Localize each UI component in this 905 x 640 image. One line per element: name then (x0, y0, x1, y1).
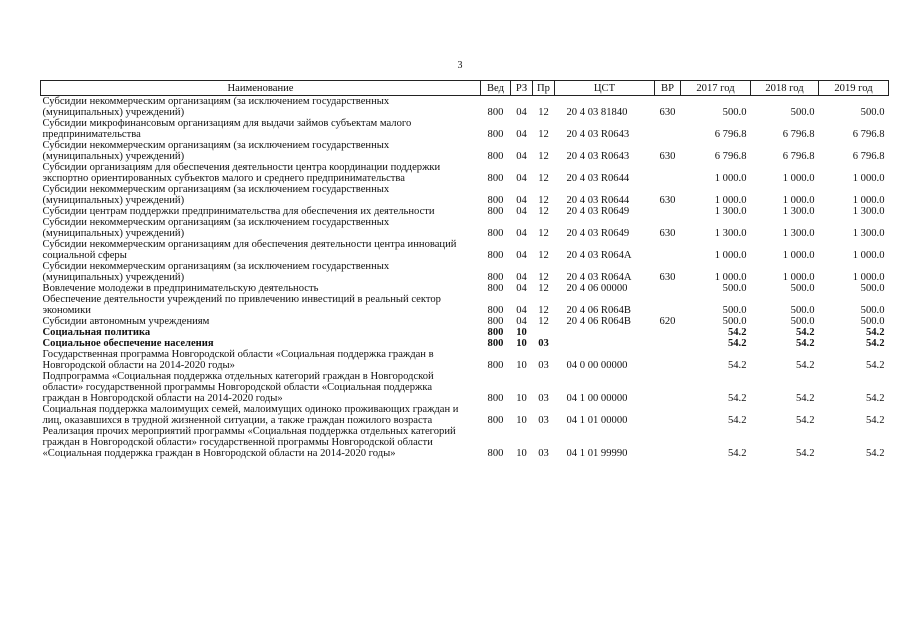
cell-2017: 1 300.0 (714, 206, 747, 217)
cell-pr: 12 (538, 305, 549, 316)
table-row (41, 140, 889, 162)
table-row (41, 294, 889, 316)
cell-vr: 630 (659, 107, 676, 118)
cell-pr: 12 (538, 316, 549, 327)
cell-rz: 04 (516, 305, 527, 316)
cell-2019: 1 000.0 (852, 250, 885, 261)
cell-pr: 12 (538, 228, 549, 239)
table-body (41, 96, 889, 460)
cell-vr: 630 (659, 272, 676, 283)
cell-rz: 04 (516, 206, 527, 217)
cell-ved: 800 (487, 338, 504, 349)
cell-2019: 6 796.8 (852, 151, 885, 162)
cell-2018: 1 000.0 (782, 272, 815, 283)
cell-2018: 54.2 (795, 327, 815, 338)
header-2017: 2017 год (681, 81, 751, 96)
cell-ved: 800 (487, 415, 504, 426)
cell-name: Субсидии центрам поддержки предпринимательства для обеспечения их деятельности (42, 206, 435, 217)
cell-2017: 54.2 (727, 415, 747, 426)
cell-2018: 54.2 (795, 393, 815, 404)
cell-vr (655, 349, 681, 371)
cell-cst: 20 4 06 00000 (566, 283, 628, 294)
cell-pr: 12 (538, 195, 549, 206)
cell-name: Подпрограмма «Социальная поддержка отдельных категорий граждан в Новгородской области» государственной программы Новгородской области «Социальная поддержка граждан в Новгородской области на 2014-2020 годы» (42, 371, 434, 404)
cell-2019: 54.2 (865, 327, 885, 338)
table-row (41, 217, 889, 239)
cell-2017: 6 796.8 (714, 151, 747, 162)
cell-ved: 800 (487, 360, 504, 371)
header-ved: Вед (481, 81, 511, 96)
cell-vr (655, 327, 681, 338)
cell-pr: 03 (538, 360, 549, 371)
cell-2017: 6 796.8 (714, 129, 747, 140)
cell-cst: 20 4 03 R0644 (566, 173, 630, 184)
cell-2017: 54.2 (727, 360, 747, 371)
cell-pr: 12 (538, 107, 549, 118)
cell-name: Субсидии некоммерческим организациям (за исключением государственных (муниципальных) учреждений) (42, 96, 390, 118)
cell-pr: 12 (538, 272, 549, 283)
cell-ved: 800 (487, 272, 504, 283)
cell-2019: 6 796.8 (852, 129, 885, 140)
cell-2017: 1 000.0 (714, 173, 747, 184)
cell-vr: 620 (659, 316, 676, 327)
cell-vr (655, 404, 681, 426)
cell-2019: 500.0 (860, 107, 885, 118)
table-header-row (41, 81, 889, 96)
cell-vr (655, 239, 681, 261)
header-2018: 2018 год (751, 81, 819, 96)
cell-2019: 54.2 (865, 338, 885, 349)
cell-2017: 54.2 (727, 338, 747, 349)
cell-ved: 800 (487, 250, 504, 261)
cell-2018: 1 300.0 (782, 228, 815, 239)
cell-2018: 54.2 (795, 415, 815, 426)
cell-pr: 03 (538, 415, 549, 426)
table-row (41, 404, 889, 426)
cell-pr: 03 (538, 448, 549, 459)
cell-cst: 20 4 06 R064B (566, 305, 631, 316)
cell-2018: 6 796.8 (782, 129, 815, 140)
cell-2018: 500.0 (790, 316, 815, 327)
header-cst: ЦСТ (555, 81, 655, 96)
cell-2019: 1 000.0 (852, 272, 885, 283)
cell-vr (655, 426, 681, 459)
cell-rz: 04 (516, 151, 527, 162)
budget-table (40, 80, 889, 459)
cell-cst: 04 1 00 00000 (566, 393, 628, 404)
cell-ved: 800 (487, 448, 504, 459)
table-row (41, 327, 889, 338)
cell-name: Субсидии автономным учреждениям (42, 316, 210, 327)
cell-rz: 04 (516, 283, 527, 294)
cell-pr (533, 327, 555, 338)
cell-name: Вовлечение молодежи в предпринимательскую деятельность (42, 283, 319, 294)
cell-ved: 800 (487, 107, 504, 118)
cell-2017: 54.2 (727, 327, 747, 338)
cell-rz: 10 (516, 448, 527, 459)
cell-name: Субсидии некоммерческим организациям для обеспечения деятельности центра инноваций социальной сферы (42, 239, 457, 261)
cell-2018: 500.0 (790, 305, 815, 316)
cell-rz: 04 (516, 228, 527, 239)
cell-name: Субсидии некоммерческим организациям (за исключением государственных (муниципальных) учреждений) (42, 140, 390, 162)
cell-pr: 12 (538, 129, 549, 140)
header-vr: ВР (655, 81, 681, 96)
cell-vr: 630 (659, 151, 676, 162)
cell-pr: 03 (538, 338, 549, 349)
cell-2017: 1 000.0 (714, 272, 747, 283)
cell-name: Социальное обеспечение населения (42, 338, 214, 349)
cell-rz: 04 (516, 316, 527, 327)
cell-rz: 10 (516, 338, 527, 349)
cell-rz: 04 (516, 195, 527, 206)
cell-2018: 54.2 (795, 448, 815, 459)
cell-ved: 800 (487, 195, 504, 206)
cell-rz: 04 (516, 107, 527, 118)
cell-ved: 800 (487, 206, 504, 217)
cell-pr: 12 (538, 250, 549, 261)
cell-2019: 1 300.0 (852, 228, 885, 239)
cell-2018: 1 000.0 (782, 250, 815, 261)
cell-cst (555, 338, 655, 349)
cell-vr: 630 (659, 195, 676, 206)
cell-name: Субсидии некоммерческим организациям (за исключением государственных (муниципальных) учреждений) (42, 184, 390, 206)
table-row (41, 338, 889, 349)
cell-2017: 1 300.0 (714, 228, 747, 239)
cell-vr (655, 206, 681, 217)
cell-name: Субсидии организациям для обеспечения деятельности центра координации поддержки экспортно ориентированных субъектов малого и среднего предпринимательства (42, 162, 441, 184)
cell-2018: 1 000.0 (782, 195, 815, 206)
cell-2019: 500.0 (860, 283, 885, 294)
cell-2019: 500.0 (860, 305, 885, 316)
cell-rz: 10 (516, 393, 527, 404)
cell-2019: 1 300.0 (852, 206, 885, 217)
cell-pr: 12 (538, 151, 549, 162)
cell-rz: 04 (516, 173, 527, 184)
cell-ved: 800 (487, 283, 504, 294)
table-row (41, 206, 889, 217)
cell-cst: 20 4 03 R064A (566, 250, 632, 261)
cell-vr (655, 283, 681, 294)
cell-2018: 6 796.8 (782, 151, 815, 162)
cell-name: Субсидии некоммерческим организациям (за исключением государственных (муниципальных) учреждений) (42, 261, 390, 283)
table-row (41, 349, 889, 371)
header-pr: Пр (533, 81, 555, 96)
cell-cst: 20 4 03 R0649 (566, 228, 630, 239)
header-name: Наименование (41, 81, 481, 96)
table-row (41, 316, 889, 327)
cell-ved: 800 (487, 151, 504, 162)
table-row (41, 118, 889, 140)
cell-2017: 1 000.0 (714, 250, 747, 261)
cell-pr: 12 (538, 283, 549, 294)
cell-2017: 1 000.0 (714, 195, 747, 206)
cell-cst: 20 4 03 81840 (566, 107, 628, 118)
table-row (41, 184, 889, 206)
cell-2018: 500.0 (790, 107, 815, 118)
cell-2019: 1 000.0 (852, 173, 885, 184)
cell-ved: 800 (487, 393, 504, 404)
cell-pr: 12 (538, 173, 549, 184)
cell-vr (655, 294, 681, 316)
table-row (41, 261, 889, 283)
cell-cst: 04 1 01 00000 (566, 415, 628, 426)
cell-cst (555, 327, 655, 338)
cell-name: Обеспечение деятельности учреждений по привлечению инвестиций в реальный сектор экономики (42, 294, 441, 316)
cell-vr (655, 162, 681, 184)
cell-2018: 54.2 (795, 338, 815, 349)
cell-name: Реализация прочих мероприятий программы «Социальная поддержка отдельных категорий граждан в Новгородской области» государственной программы Новгородской области «Социальная поддержка граждан в Новгородской области на 2014-2020 годы» (42, 426, 456, 459)
cell-vr (655, 371, 681, 404)
cell-2019: 500.0 (860, 316, 885, 327)
cell-cst: 20 4 03 R0643 (566, 151, 630, 162)
cell-cst: 04 1 01 99990 (566, 448, 628, 459)
cell-rz: 04 (516, 129, 527, 140)
table-row (41, 96, 889, 119)
cell-cst: 20 4 06 R064B (566, 316, 631, 327)
cell-rz: 10 (516, 360, 527, 371)
cell-2018: 1 300.0 (782, 206, 815, 217)
cell-pr: 12 (538, 206, 549, 217)
table-row (41, 283, 889, 294)
cell-ved: 800 (487, 327, 504, 338)
cell-ved: 800 (487, 129, 504, 140)
table-row (41, 371, 889, 404)
table-row (41, 239, 889, 261)
table-row (41, 162, 889, 184)
cell-2017: 500.0 (722, 316, 747, 327)
cell-2019: 54.2 (865, 448, 885, 459)
cell-2017: 500.0 (722, 305, 747, 316)
cell-name: Субсидии некоммерческим организациям (за исключением государственных (муниципальных) учреждений) (42, 217, 390, 239)
cell-vr: 630 (659, 228, 676, 239)
cell-cst: 20 4 03 R0643 (566, 129, 630, 140)
cell-2018: 1 000.0 (782, 173, 815, 184)
cell-2019: 54.2 (865, 393, 885, 404)
cell-rz: 04 (516, 250, 527, 261)
cell-2018: 500.0 (790, 283, 815, 294)
cell-ved: 800 (487, 316, 504, 327)
cell-2019: 54.2 (865, 415, 885, 426)
cell-2018: 54.2 (795, 360, 815, 371)
cell-2019: 1 000.0 (852, 195, 885, 206)
table-row (41, 426, 889, 459)
header-rz: РЗ (511, 81, 533, 96)
cell-cst: 04 0 00 00000 (566, 360, 628, 371)
cell-vr (655, 338, 681, 349)
cell-name: Государственная программа Новгородской области «Социальная поддержка граждан в Новгородской области на 2014-2020 годы» (42, 349, 434, 371)
cell-cst: 20 4 03 R0644 (566, 195, 630, 206)
header-2019: 2019 год (819, 81, 889, 96)
cell-cst: 20 4 03 R064A (566, 272, 632, 283)
cell-name: Социальная политика (42, 327, 151, 338)
cell-ved: 800 (487, 228, 504, 239)
cell-rz: 10 (516, 415, 527, 426)
cell-ved: 800 (487, 173, 504, 184)
page-number: 3 (457, 60, 463, 71)
cell-2017: 54.2 (727, 448, 747, 459)
cell-vr (655, 118, 681, 140)
cell-ved: 800 (487, 305, 504, 316)
cell-name: Социальная поддержка малоимущих семей, малоимущих одиноко проживающих граждан и лиц, оказавшихся в трудной жизненной ситуации, а также граждан пожилого возраста (42, 404, 459, 426)
cell-rz: 04 (516, 272, 527, 283)
cell-2017: 500.0 (722, 107, 747, 118)
cell-pr: 03 (538, 393, 549, 404)
cell-rz: 10 (516, 327, 527, 338)
cell-2019: 54.2 (865, 360, 885, 371)
cell-name: Субсидии микрофинансовым организациям для выдачи займов субъектам малого предпринимательства (42, 118, 412, 140)
cell-2017: 54.2 (727, 393, 747, 404)
cell-2017: 500.0 (722, 283, 747, 294)
cell-cst: 20 4 03 R0649 (566, 206, 630, 217)
